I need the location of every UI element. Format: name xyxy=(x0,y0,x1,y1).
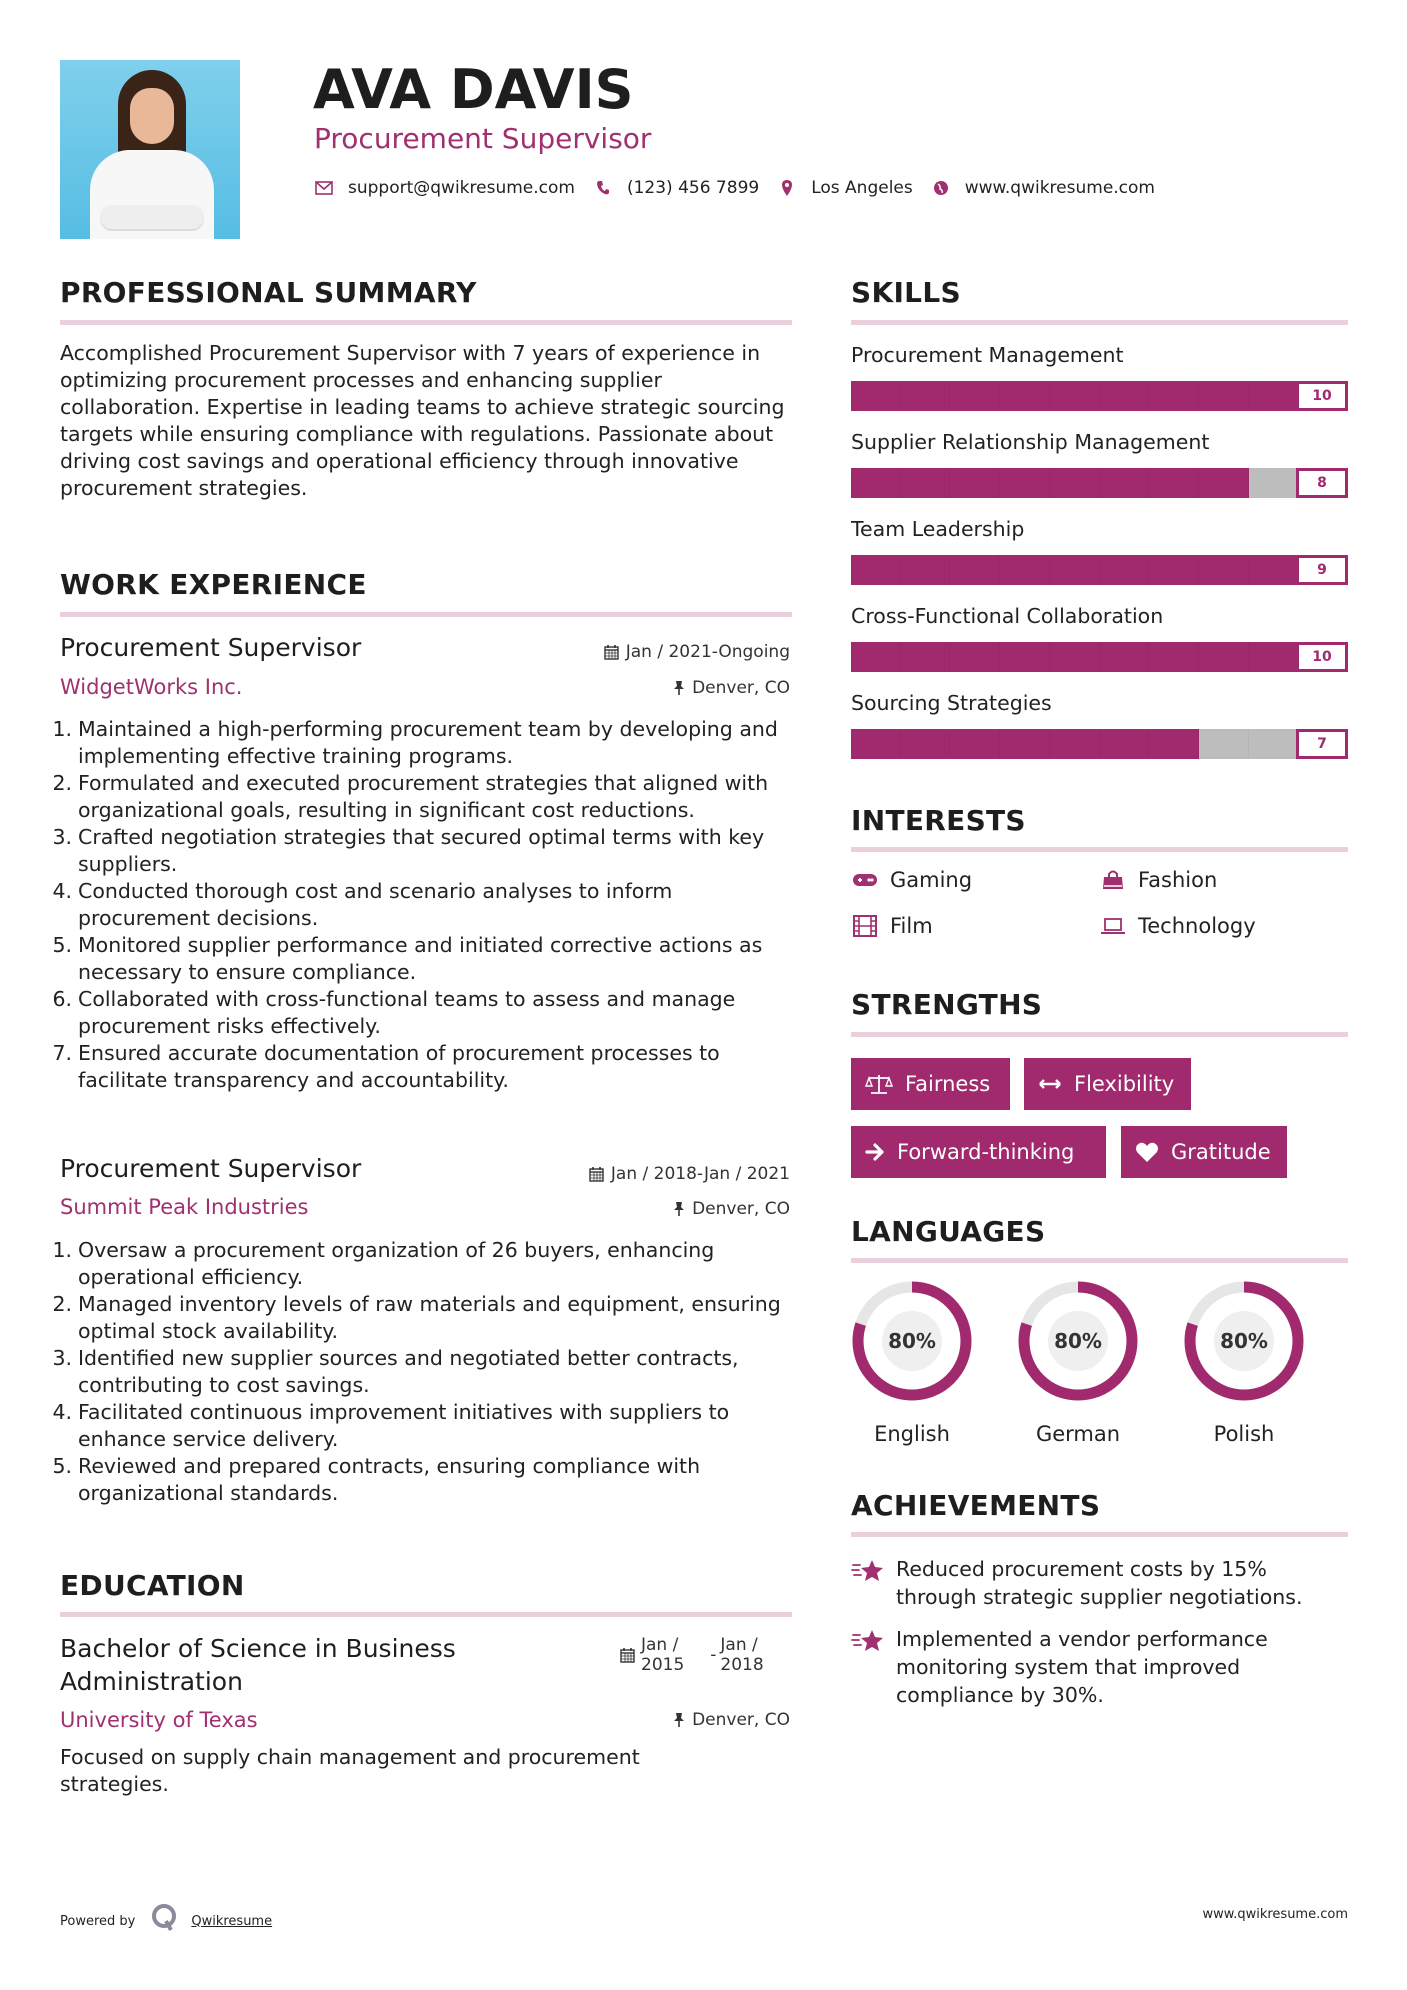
skill-label: Sourcing Strategies xyxy=(851,691,1052,715)
candidate-name: AVA DAVIS xyxy=(313,58,634,121)
achievements-heading: ACHIEVEMENTS xyxy=(851,1489,1101,1522)
strengths-heading: STRENGTHS xyxy=(851,988,1043,1021)
arrows-horizontal-icon xyxy=(1038,1078,1062,1090)
bullet-item: 1. Maintained a high-performing procurement team by developing and implementing effective training programs. xyxy=(52,717,778,768)
envelope-icon xyxy=(314,178,334,198)
summary-divider xyxy=(60,320,792,325)
arrow-right-icon xyxy=(865,1142,885,1162)
school-name: University of Texas xyxy=(60,1708,258,1732)
degree-title: Bachelor of Science in Business Administration xyxy=(60,1634,456,1696)
education-dates: Jan / 2015 - Jan / 2018 xyxy=(620,1635,764,1675)
bullet-item: 6. Collaborated with cross-functional teams to assess and manage procurement risks effectively. xyxy=(52,987,736,1038)
qwikresume-link[interactable]: Qwikresume xyxy=(191,1913,273,1929)
job-bullets xyxy=(48,716,794,1094)
language-polish: 80% Polish xyxy=(1183,1280,1305,1446)
language-english: 80% English xyxy=(851,1280,973,1446)
interest-technology: Technology xyxy=(1099,914,1256,938)
job-title: Procurement Supervisor xyxy=(60,1154,362,1183)
skill-label: Team Leadership xyxy=(851,517,1025,541)
contact-location xyxy=(777,178,913,198)
work-divider xyxy=(60,612,792,617)
bullet-item: 2. Managed inventory levels of raw materials and equipment, ensuring optimal stock availability. xyxy=(52,1292,781,1343)
skill-value: 8 xyxy=(1296,468,1348,498)
skill-label: Procurement Management xyxy=(851,343,1124,367)
bullet-item: 4. Conducted thorough cost and scenario analyses to inform procurement decisions. xyxy=(52,879,673,930)
globe-icon xyxy=(931,178,951,198)
work-heading: WORK EXPERIENCE xyxy=(60,568,367,601)
phone-text: (123) 456 7899 xyxy=(626,178,760,198)
skill-value: 9 xyxy=(1296,555,1348,585)
strength-chip-fairness: Fairness xyxy=(851,1058,1010,1110)
map-pin-icon xyxy=(777,178,797,198)
interest-fashion: Fashion xyxy=(1099,868,1217,892)
job-dates: Jan / 2018-Jan / 2021 xyxy=(589,1164,790,1184)
bullet-item: 3. Identified new supplier sources and negotiated better contracts, contributing to cost savings. xyxy=(52,1346,739,1397)
skill-bar xyxy=(851,381,1348,411)
phone-icon xyxy=(593,178,613,198)
pushpin-icon xyxy=(673,680,685,696)
strengths-divider xyxy=(851,1032,1348,1037)
job-company: Summit Peak Industries xyxy=(60,1195,309,1219)
skills-heading: SKILLS xyxy=(851,276,961,309)
language-ring: 80% xyxy=(851,1280,973,1402)
summary-text: Accomplished Procurement Supervisor with 7 years of experience in optimizing procurement processes and enhancing supplier collaboration. Expertise in leading teams to achieve strategic sourcing targets while ensuring compliance with regulations. Passionate about driving cost savings and operational efficiency through innovative procurement strategies. xyxy=(60,341,785,500)
profile-photo xyxy=(60,60,240,239)
contact-phone[interactable] xyxy=(593,178,759,198)
footer-website[interactable]: www.qwikresume.com xyxy=(1202,1907,1348,1922)
skill-label: Cross-Functional Collaboration xyxy=(851,604,1164,628)
job-company: WidgetWorks Inc. xyxy=(60,675,243,699)
skill-value: 10 xyxy=(1296,381,1348,411)
skill-bar xyxy=(851,555,1348,585)
education-divider xyxy=(60,1612,792,1617)
pushpin-icon xyxy=(673,1201,685,1217)
education-description: Focused on supply chain management and procurement strategies. xyxy=(60,1745,640,1796)
balance-scale-icon xyxy=(865,1073,893,1095)
bullet-item: 7. Ensured accurate documentation of procurement processes to facilitate transparency and accountability. xyxy=(52,1041,720,1092)
education-location: Denver, CO xyxy=(673,1710,790,1730)
heart-icon xyxy=(1135,1141,1159,1163)
achievement-item: Reduced procurement costs by 15% through strategic supplier negotiations. xyxy=(851,1555,1351,1611)
language-ring: 80% xyxy=(1183,1280,1305,1402)
qwikresume-logo-icon xyxy=(151,1903,177,1939)
shooting-star-icon xyxy=(851,1625,885,1709)
interest-film: Film xyxy=(851,914,933,938)
skill-bar xyxy=(851,468,1348,498)
bullet-item: 4. Facilitated continuous improvement initiatives with suppliers to enhance service delivery. xyxy=(52,1400,730,1451)
education-heading: EDUCATION xyxy=(60,1569,245,1602)
job-location: Denver, CO xyxy=(673,678,790,698)
skill-bar xyxy=(851,642,1348,672)
bullet-item: 5. Reviewed and prepared contracts, ensuring compliance with organizational standards. xyxy=(52,1454,701,1505)
film-icon xyxy=(851,914,879,938)
shopping-bag-icon xyxy=(1099,868,1127,892)
calendar-icon xyxy=(620,1647,635,1675)
bullet-item: 2. Formulated and executed procurement strategies that aligned with organizational goals, resulting in significant cost reductions. xyxy=(52,771,769,822)
laptop-icon xyxy=(1099,914,1127,938)
job-location: Denver, CO xyxy=(673,1199,790,1219)
job-bullets xyxy=(48,1237,794,1507)
language-german: 80% German xyxy=(1017,1280,1139,1446)
footer-powered-by: Powered by Qwikresume xyxy=(60,1903,272,1939)
strength-chip-flexibility: Flexibility xyxy=(1024,1058,1191,1110)
interest-gaming: Gaming xyxy=(851,868,972,892)
contact-bar xyxy=(314,178,1173,198)
pushpin-icon xyxy=(673,1712,685,1728)
location-text: Los Angeles xyxy=(811,178,913,198)
skill-label: Supplier Relationship Management xyxy=(851,430,1210,454)
skill-value: 10 xyxy=(1296,642,1348,672)
languages-divider xyxy=(851,1258,1348,1263)
gamepad-icon xyxy=(851,868,879,892)
bullet-item: 1. Oversaw a procurement organization of 26 buyers, enhancing operational efficiency. xyxy=(52,1238,715,1289)
job-dates: Jan / 2021-Ongoing xyxy=(604,642,790,662)
bullet-item: 3. Crafted negotiation strategies that secured optimal terms with key suppliers. xyxy=(52,825,765,876)
skill-value: 7 xyxy=(1296,729,1348,759)
strength-chip-forward-thinking: Forward-thinking xyxy=(851,1126,1106,1178)
bullet-item: 5. Monitored supplier performance and initiated corrective actions as necessary to ensure compliance. xyxy=(52,933,763,984)
language-ring: 80% xyxy=(1017,1280,1139,1402)
calendar-icon xyxy=(589,1166,604,1182)
interests-heading: INTERESTS xyxy=(851,804,1026,837)
calendar-icon xyxy=(604,644,619,660)
achievements-divider xyxy=(851,1532,1348,1537)
contact-website[interactable] xyxy=(931,178,1155,198)
website-text: www.qwikresume.com xyxy=(964,178,1155,198)
email-text: support@qwikresume.com xyxy=(348,178,575,198)
skill-bar xyxy=(851,729,1348,759)
candidate-title: Procurement Supervisor xyxy=(314,122,652,155)
strength-chip-gratitude: Gratitude xyxy=(1121,1126,1287,1178)
interests-divider xyxy=(851,847,1348,852)
summary-heading: PROFESSIONAL SUMMARY xyxy=(60,276,477,309)
languages-heading: LANGUAGES xyxy=(851,1215,1046,1248)
shooting-star-icon xyxy=(851,1555,885,1611)
achievement-item: Implemented a vendor performance monitoring system that improved compliance by 30%. xyxy=(851,1625,1351,1709)
job-title: Procurement Supervisor xyxy=(60,633,362,662)
contact-email[interactable] xyxy=(314,178,575,198)
skills-divider xyxy=(851,320,1348,325)
